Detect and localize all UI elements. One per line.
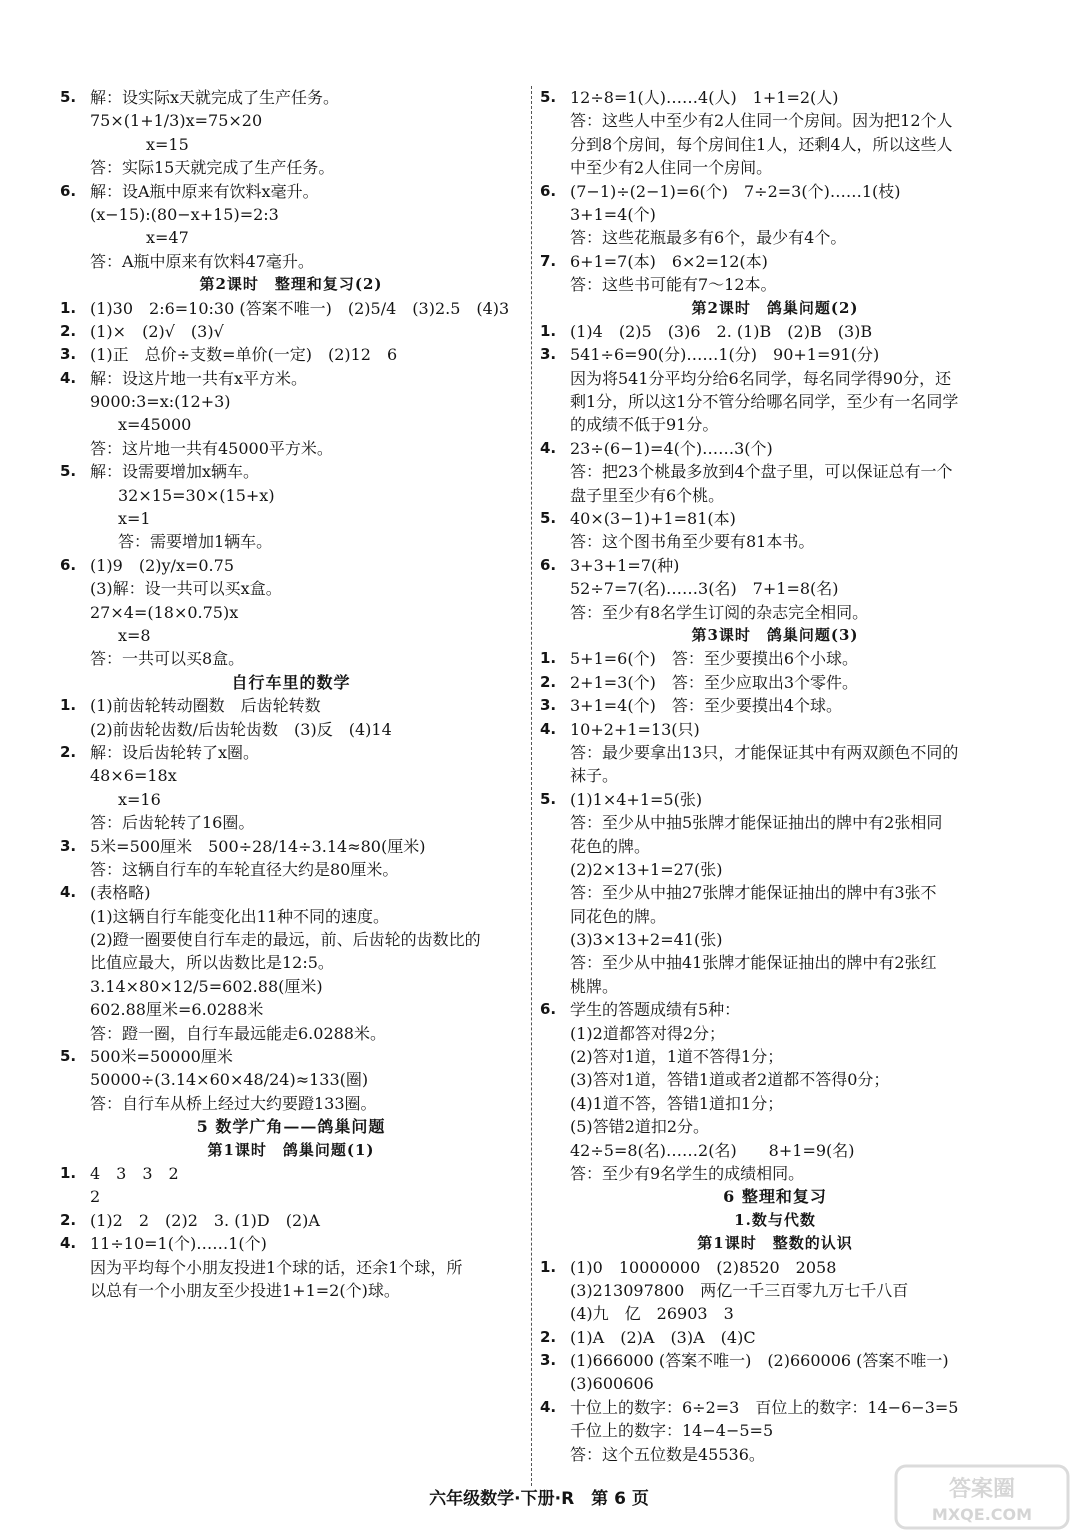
answer-line: [540, 156, 1010, 179]
item-number: 3.: [60, 836, 77, 855]
left-block-2: [60, 297, 522, 671]
answer-line: [60, 1092, 522, 1115]
answer-text: 因为将541分平均分给6名同学，每名同学得90分，还: [570, 368, 952, 388]
answer-text: (1)这辆自行车能变化出11种不同的速度。: [90, 906, 390, 926]
item-number: 5.: [540, 509, 557, 528]
item-number: 5.: [60, 462, 77, 481]
answer-line: [540, 577, 1010, 600]
answer-text: (1)1×4+1=5(张): [570, 789, 703, 809]
answer-line: [60, 203, 522, 226]
answer-line: [60, 530, 522, 553]
answer-text: (1)0 10000000 (2)8520 2058: [570, 1257, 837, 1277]
answer-line: [60, 858, 522, 881]
answer-text: 2: [90, 1187, 101, 1207]
answer-text: 答：最少要拿出13只，才能保证其中有两双颜色不同的: [570, 742, 959, 762]
answer-text: 23÷(6−1)=4(个)……3(个): [570, 438, 773, 458]
answer-text: 盘子里至少有6个桃。: [570, 485, 725, 505]
answer-text: 3+1=4(个): [570, 204, 656, 224]
answer-line: [60, 390, 522, 413]
answer-text: (1)4 (2)5 (3)6 2. (1)B (2)B (3)B: [570, 321, 873, 341]
answer-text: 答：这些人中至少有2人住同一个房间。因为把12个人: [570, 111, 953, 131]
answer-line: [540, 881, 1010, 904]
answer-text: 4 3 3 2: [90, 1163, 179, 1183]
answer-text: 答：至少有9名学生的成绩相同。: [570, 1163, 805, 1183]
item-number: 1.: [540, 321, 557, 340]
answer-text: (2)前齿轮齿数/后齿轮齿数 (3)反 (4)14: [90, 719, 392, 739]
answer-text: 答：这个图书角至少要有81本书。: [570, 532, 815, 552]
answer-item: [60, 320, 522, 343]
item-number: 1.: [540, 649, 557, 668]
answer-text: (4)1道不答，答错1道扣1分；: [570, 1093, 784, 1113]
answer-text: 答：这个五位数是45536。: [570, 1444, 765, 1464]
answer-text: (3)213097800 两亿一千三百零九万七千八百: [570, 1280, 909, 1300]
section-heading: 第3课时 鸽巢问题(3): [691, 625, 859, 644]
answer-line: [540, 811, 1010, 834]
answer-text: (1)9 (2)y/x=0.75: [90, 555, 234, 575]
answer-text: 27×4=(18×0.75)x: [90, 602, 239, 622]
answer-text: 10+2+1=13(只): [570, 719, 700, 739]
answer-item: [60, 86, 522, 109]
answer-item: [60, 1162, 522, 1185]
right-block-3: [540, 647, 1010, 1185]
answer-line: [540, 951, 1010, 974]
section-heading: 第2课时 整理和复习(2): [199, 275, 383, 294]
answer-text: 以总有一个小朋友至少投进1+1=2(个)球。: [90, 1280, 400, 1300]
answer-line: [60, 413, 522, 436]
answer-text: x=15: [146, 134, 189, 154]
answer-text: (3)解：设一共可以买x盒。: [90, 579, 282, 599]
answer-line: [540, 1022, 1010, 1045]
answer-text: 答：至少有8名学生订阅的杂志完全相同。: [570, 602, 869, 622]
answer-item: [540, 86, 1010, 109]
answer-line: [60, 250, 522, 273]
answer-line: [540, 390, 1010, 413]
answer-line: [60, 1279, 522, 1302]
watermark-logo: [892, 1462, 1072, 1532]
item-number: 5.: [60, 88, 77, 106]
right-block-1: [540, 86, 1010, 297]
answer-item: [540, 671, 1010, 694]
answer-item: [60, 180, 522, 203]
answer-text: 中至少有2人住同一个房间。: [570, 158, 773, 178]
answer-item: [540, 718, 1010, 741]
answer-text: 同花色的牌。: [570, 906, 667, 926]
chapter-heading: 6 整理和复习: [723, 1187, 827, 1207]
item-number: 4.: [60, 368, 77, 387]
answer-item: [540, 180, 1010, 203]
answer-line: [540, 858, 1010, 881]
answer-text: x=1: [118, 509, 151, 529]
answer-line: [60, 928, 522, 951]
answer-item: [60, 741, 522, 764]
answer-line: [60, 601, 522, 624]
answer-text: 解：设实际x天就完成了生产任务。: [90, 88, 340, 107]
item-number: 3.: [540, 1351, 557, 1370]
answer-text: (表格略): [90, 883, 151, 903]
answer-item: [60, 694, 522, 717]
answer-line: [60, 1068, 522, 1091]
answer-line: [540, 975, 1010, 998]
answer-text: x=45000: [118, 415, 192, 435]
answer-text: 因为平均每个小朋友投进1个球的话，还余1个球，所: [90, 1257, 463, 1277]
answer-text: 答：蹬一圈，自行车最远能走6.0288米。: [90, 1023, 386, 1043]
answer-line: [540, 367, 1010, 390]
answer-text: 答：A瓶中原来有饮料47毫升。: [90, 251, 314, 271]
answer-item: [540, 507, 1010, 530]
answer-line: [60, 951, 522, 974]
answer-text: 500米=50000厘米: [90, 1047, 233, 1067]
answer-line: [540, 601, 1010, 624]
answer-text: 3+1=4(个) 答：至少要摸出4个球。: [570, 696, 843, 716]
answer-item: [540, 788, 1010, 811]
answer-text: (3)3×13+2=41(张): [570, 930, 723, 950]
answer-line: [60, 437, 522, 460]
answer-text: 42÷5=8(名)……2(名) 8+1=9(名): [570, 1140, 855, 1160]
answer-line: [60, 905, 522, 928]
answer-text: 桃牌。: [570, 976, 619, 996]
answer-item: [60, 1045, 522, 1068]
item-number: 4.: [540, 1397, 557, 1416]
answer-text: 解：设需要增加x辆车。: [90, 462, 260, 482]
answer-text: (2)蹬一圈要使自行车走的最远，前、后齿轮的齿数比的: [90, 930, 481, 950]
answer-text: (7−1)÷(2−1)=6(个) 7÷2=3(个)……1(枝): [570, 181, 901, 201]
answer-line: [60, 764, 522, 787]
answer-text: (1)666000 (答案不唯一) (2)660006 (答案不唯一): [570, 1351, 949, 1371]
answer-item: [540, 554, 1010, 577]
answer-text: (3)600606: [570, 1374, 654, 1394]
answer-item: [540, 1256, 1010, 1279]
answer-text: 千位上的数字：14−4−5=5: [570, 1421, 774, 1441]
answer-line: [540, 764, 1010, 787]
answer-text: x=16: [118, 789, 161, 809]
answer-text: 答：这些书可能有7～12本。: [570, 275, 777, 295]
answer-text: 的成绩不低于91分。: [570, 415, 719, 435]
svg-text:答案圈: 答案圈: [948, 1477, 1016, 1502]
item-number: 3.: [540, 345, 557, 364]
answer-text: x=47: [146, 228, 189, 248]
answer-text: 十位上的数字：6÷2=3 百位上的数字：14−6−3=5: [570, 1397, 959, 1417]
chapter-heading: 5 数学广角——鸽巢问题: [196, 1117, 386, 1137]
answer-text: 541÷6=90(分)……1(分) 90+1=91(分): [570, 345, 880, 365]
answer-text: (x−15):(80−x+15)=2:3: [90, 204, 279, 224]
answer-text: 比值应最大，所以齿数比是12:5。: [90, 953, 334, 973]
answer-text: 解：设后齿轮转了x圈。: [90, 742, 260, 762]
answer-text: (1)30 2:6=10:30 (答案不唯一) (2)5/4 (3)2.5 (4)3: [90, 298, 510, 318]
item-number: 2.: [540, 1327, 557, 1346]
item-number: 4.: [540, 438, 557, 457]
answer-line: [540, 109, 1010, 132]
answer-line: [540, 1115, 1010, 1138]
left-block-1: [60, 86, 522, 273]
answer-item: [540, 1349, 1010, 1372]
answer-text: 3+3+1=7(种): [570, 555, 680, 575]
answer-text: 答：需要增加1辆车。: [118, 532, 273, 552]
answer-line: [60, 484, 522, 507]
answer-line: [540, 1162, 1010, 1185]
svg-text:MXQE.COM: MXQE.COM: [931, 1505, 1033, 1524]
section-heading: 第1课时 整数的认识: [697, 1234, 853, 1253]
right-column: [540, 86, 1010, 1466]
answer-line: [60, 998, 522, 1021]
answer-line: [60, 624, 522, 647]
answer-item: [540, 694, 1010, 717]
answer-text: (1)2 2 (2)2 3. (1)D (2)A: [90, 1210, 320, 1230]
answer-text: 答：这些花瓶最多有6个，最少有4个。: [570, 228, 847, 248]
answer-text: 11÷10=1(个)……1(个): [90, 1234, 267, 1254]
answer-line: [540, 1419, 1010, 1442]
answer-line: [540, 1068, 1010, 1091]
left-block-4: [60, 1162, 522, 1302]
answer-text: 答：把23个桃最多放到4个盘子里，可以保证总有一个: [570, 462, 953, 482]
answer-line: [540, 203, 1010, 226]
answer-text: 答：至少从中抽41张牌才能保证抽出的牌中有2张红: [570, 953, 937, 973]
answer-line: [540, 835, 1010, 858]
answer-line: [540, 741, 1010, 764]
answer-line: [540, 1092, 1010, 1115]
item-number: 6.: [60, 555, 77, 574]
subchapter-heading: 1.数与代数: [734, 1210, 816, 1229]
answer-text: x=8: [118, 625, 151, 645]
item-number: 5.: [540, 88, 557, 106]
answer-line: [540, 1302, 1010, 1325]
answer-text: 5+1=6(个) 答：至少要摸出6个小球。: [570, 649, 859, 669]
answer-item: [540, 437, 1010, 460]
answer-text: 答：实际15天就完成了生产任务。: [90, 158, 335, 178]
item-number: 6.: [540, 1000, 557, 1019]
item-number: 1.: [540, 1257, 557, 1276]
answer-text: 答：后齿轮转了16圈。: [90, 813, 255, 833]
answer-text: (1)正 总价÷支数=单价(一定) (2)12 6: [90, 345, 398, 365]
item-number: 1.: [60, 298, 77, 317]
answer-text: 602.88厘米=6.0288米: [90, 1000, 264, 1020]
answer-item: [540, 647, 1010, 670]
answer-text: (1)2道都答对得2分；: [570, 1023, 726, 1043]
item-number: 6.: [540, 555, 557, 574]
answer-line: [540, 226, 1010, 249]
answer-text: 12÷8=1(人)……4(人) 1+1=2(人): [570, 88, 839, 107]
item-number: 7.: [540, 251, 557, 270]
answer-item: [540, 1326, 1010, 1349]
item-number: 1.: [60, 1163, 77, 1182]
answer-text: 答：一共可以买8盒。: [90, 649, 245, 669]
answer-line: [60, 133, 522, 156]
answer-line: [60, 226, 522, 249]
answer-item: [60, 343, 522, 366]
answer-line: [60, 1185, 522, 1208]
answer-line: [60, 647, 522, 670]
answer-line: [540, 460, 1010, 483]
item-number: 6.: [60, 181, 77, 200]
answer-line: [60, 788, 522, 811]
answer-item: [60, 367, 522, 390]
answer-line: [60, 1022, 522, 1045]
item-number: 2.: [60, 1210, 77, 1229]
answer-line: [60, 1256, 522, 1279]
column-divider: [531, 86, 532, 1486]
answer-text: (1)前齿轮转动圈数 后齿轮转数: [90, 696, 321, 716]
answer-line: [540, 1372, 1010, 1395]
answer-text: 5米=500厘米 500÷28/14÷3.14≈80(厘米): [90, 836, 426, 856]
answer-text: 3.14×80×12/5=602.88(厘米): [90, 976, 323, 996]
answer-line: [540, 484, 1010, 507]
answer-line: [60, 109, 522, 132]
answer-text: (2)2×13+1=27(张): [570, 859, 723, 879]
answer-text: 2+1=3(个) 答：至少应取出3个零件。: [570, 672, 859, 692]
answer-line: [60, 156, 522, 179]
answer-text: 75×(1+1/3)x=75×20: [90, 111, 263, 131]
answer-text: 9000:3=x:(12+3): [90, 392, 231, 412]
answer-text: 答：这片地一共有45000平方米。: [90, 438, 333, 458]
answer-line: [540, 273, 1010, 296]
item-number: 5.: [60, 1047, 77, 1066]
item-number: 5.: [540, 789, 557, 808]
section-heading: 自行车里的数学: [231, 672, 351, 692]
right-block-2: [540, 320, 1010, 624]
answer-item: [540, 343, 1010, 366]
answer-item: [540, 320, 1010, 343]
answer-text: 6+1=7(本) 6×2=12(本): [570, 251, 768, 271]
answer-text: 答：至少从中抽5张牌才能保证抽出的牌中有2张相同: [570, 813, 943, 833]
answer-line: [60, 811, 522, 834]
answer-text: 分到8个房间，每个房间住1人，还剩4人，所以这些人: [570, 134, 953, 154]
item-number: 3.: [60, 345, 77, 364]
answer-text: 答：至少从中抽27张牌才能保证抽出的牌中有3张不: [570, 883, 937, 903]
answer-line: [540, 1045, 1010, 1068]
section-heading: 第1课时 鸽巢问题(1): [207, 1140, 375, 1159]
answer-text: 50000÷(3.14×60×48/24)≈133(圈): [90, 1070, 369, 1090]
answer-text: 剩1分，所以这1分不管分给哪名同学，至少有一名同学: [570, 392, 959, 412]
answer-text: (1)× (2)√ (3)√: [90, 321, 224, 341]
answer-item: [540, 1396, 1010, 1419]
answer-line: [60, 975, 522, 998]
answer-item: [60, 1232, 522, 1255]
answer-text: 花色的牌。: [570, 836, 651, 856]
answer-text: (3)答对1道，答错1道或者2道都不答得0分；: [570, 1070, 890, 1090]
answer-text: (5)答错2道扣2分。: [570, 1117, 710, 1137]
answer-text: 解：设A瓶中原来有饮料x毫升。: [90, 181, 319, 201]
answer-item: [60, 1209, 522, 1232]
item-number: 4.: [60, 883, 77, 902]
answer-text: 袜子。: [570, 766, 619, 786]
answer-item: [60, 554, 522, 577]
item-number: 2.: [60, 742, 77, 761]
left-block-3: [60, 694, 522, 1115]
answer-item: [60, 460, 522, 483]
item-number: 6.: [540, 181, 557, 200]
answer-text: 答：这辆自行车的车轮直径大约是80厘米。: [90, 859, 399, 879]
page-footer: 六年级数学·下册·R 第 6 页: [429, 1489, 649, 1509]
answer-text: 32×15=30×(15+x): [118, 485, 275, 505]
answer-text: (2)答对1道，1道不答得1分；: [570, 1047, 784, 1067]
answer-line: [60, 577, 522, 600]
answer-line: [540, 905, 1010, 928]
answer-text: 52÷7=7(名)……3(名) 7+1=8(名): [570, 579, 839, 599]
answer-text: 答：自行车从桥上经过大约要蹬133圈。: [90, 1093, 377, 1113]
answer-text: 学生的答题成绩有5种：: [570, 1000, 741, 1020]
answer-text: (1)A (2)A (3)A (4)C: [570, 1327, 756, 1347]
answer-item: [540, 250, 1010, 273]
answer-text: (4)九 亿 26903 3: [570, 1304, 734, 1324]
answer-item: [60, 297, 522, 320]
answer-line: [540, 530, 1010, 553]
answer-line: [60, 507, 522, 530]
answer-line: [540, 1279, 1010, 1302]
answer-item: [60, 881, 522, 904]
item-number: 2.: [540, 672, 557, 691]
answer-text: 48×6=18x: [90, 766, 177, 786]
answer-item: [60, 835, 522, 858]
item-number: 4.: [540, 719, 557, 738]
answer-line: [540, 413, 1010, 436]
left-column: [60, 86, 522, 1302]
answer-text: 40×(3−1)+1=81(本): [570, 509, 736, 529]
item-number: 4.: [60, 1234, 77, 1253]
item-number: 1.: [60, 696, 77, 715]
right-block-4: [540, 1256, 1010, 1467]
answer-line: [540, 928, 1010, 951]
answer-line: [540, 133, 1010, 156]
item-number: 3.: [540, 696, 557, 715]
answer-item: [540, 998, 1010, 1021]
answer-text: 解：设这片地一共有x平方米。: [90, 368, 308, 388]
section-heading: 第2课时 鸽巢问题(2): [691, 298, 859, 317]
item-number: 2.: [60, 321, 77, 340]
answer-line: [540, 1139, 1010, 1162]
answer-line: [60, 718, 522, 741]
